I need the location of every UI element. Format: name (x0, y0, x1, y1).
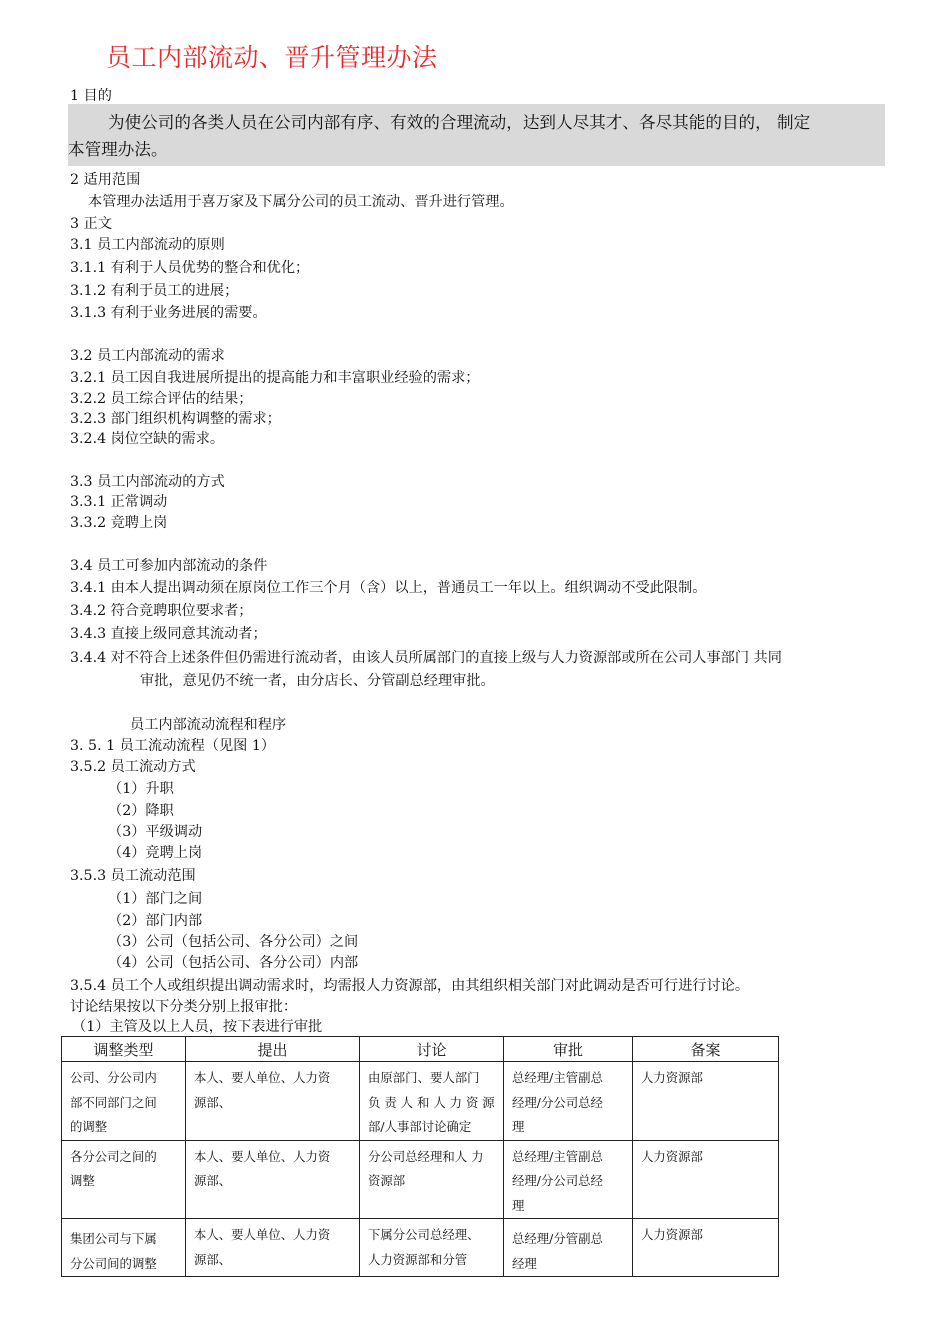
table-cell: 分公司总经理和人 力 资源部 (360, 1140, 504, 1219)
section-3-1-heading: 3.1 员工内部流动的原则 (70, 237, 225, 253)
column-header: 审批 (504, 1037, 633, 1062)
column-header: 讨论 (360, 1037, 504, 1062)
list-item: （1）主管及以上人员，按下表进行审批 (72, 1019, 323, 1035)
table-cell: 本人、要人单位、人力资 源部、 (186, 1140, 360, 1219)
list-item: （3）平级调动 (108, 824, 203, 840)
scope-text: 本管理办法适用于喜万家及下属分公司的员工流动、晋升进行管理。 (88, 194, 514, 210)
purpose-text-line-1: 为使公司的各类人员在公司内部有序、有效的合理流动，达到人尽其才、各尽其能的目的， 制定 (108, 113, 811, 132)
section-3-heading: 3 正文 (70, 216, 112, 232)
list-item: 3.2.4 岗位空缺的需求。 (70, 431, 225, 447)
column-header: 提出 (186, 1037, 360, 1062)
table-cell: 各分公司之间的 调整 (62, 1140, 186, 1219)
list-item: 3.1.1 有利于人员优势的整合和优化； (70, 260, 310, 276)
column-header: 备案 (633, 1037, 779, 1062)
section-2-heading: 2 适用范围 (70, 172, 141, 188)
list-item: 3.1.2 有利于员工的进展； (70, 283, 239, 299)
list-item: 3.2.3 部门组织机构调整的需求； (70, 411, 281, 427)
table-cell: 人力资源部 (633, 1062, 779, 1141)
list-item: 3.2.2 员工综合评估的结果； (70, 391, 253, 407)
list-item: 3.3.2 竞聘上岗 (70, 515, 168, 531)
table-cell: 本人、要人单位、人力资 源部、 (186, 1219, 360, 1277)
section-3-4-heading: 3.4 员工可参加内部流动的条件 (70, 558, 268, 574)
list-item: 3.5.4 员工个人或组织提出调动需求时，均需报人力资源部，由其组织相关部门对此调动是否可行进行讨论。 (70, 978, 750, 994)
list-item: 3.4.2 符合竞聘职位要求者； (70, 603, 253, 619)
list-item: 3.2.1 员工因自我进展所提出的提高能力和丰富职业经验的需求； (70, 370, 480, 386)
purpose-text-line-2: 本管理办法。 (68, 140, 168, 159)
list-item: （2）部门内部 (108, 913, 203, 929)
list-item: 3.4.1 由本人提出调动须在原岗位工作三个月（含）以上，普通员工一年以上。组织调动不受此限制。 (70, 580, 707, 596)
section-3-3-heading: 3.3 员工内部流动的方式 (70, 474, 225, 490)
table-cell: 由原部门、要人部门 负 责 人 和 人 力 资 源 部/人事部讨论确定 (360, 1062, 504, 1141)
list-item: 3.1.3 有利于业务进展的需要。 (70, 305, 267, 321)
table-cell: 人力资源部 (633, 1219, 779, 1277)
table-cell: 人力资源部 (633, 1140, 779, 1219)
list-item: （4）竞聘上岗 (108, 845, 203, 861)
table-cell: 总经理/分管副总 经理 (504, 1219, 633, 1277)
table-row (62, 1140, 779, 1219)
list-item: 讨论结果按以下分类分别上报审批： (70, 999, 298, 1015)
section-1-heading: 1 目的 (70, 88, 112, 104)
table-cell: 总经理/主管副总 经理/分公司总经 理 (504, 1140, 633, 1219)
table-cell: 总经理/主管副总 经理/分公司总经 理 (504, 1062, 633, 1141)
table-cell: 集团公司与下属 分公司间的调整 (62, 1219, 186, 1277)
table-header-row (62, 1037, 779, 1062)
list-item: （2）降职 (108, 803, 174, 819)
section-3-5-heading: 员工内部流动流程和程序 (130, 717, 287, 733)
list-item: （1）部门之间 (108, 891, 203, 907)
list-item: （1）升职 (108, 781, 174, 797)
purpose-highlight-block (68, 104, 885, 166)
table-row (62, 1219, 779, 1277)
list-item: 3.4.4 对不符合上述条件但仍需进行流动者，由该人员所属部门的直接上级与人力资源部或所在公司人事部门 共同 (70, 650, 782, 666)
section-3-2-heading: 3.2 员工内部流动的需求 (70, 348, 225, 364)
list-item: 3.4.3 直接上级同意其流动者； (70, 626, 267, 642)
list-item: （3）公司（包括公司、各分公司）之间 (108, 934, 359, 950)
approval-table (61, 1036, 779, 1277)
column-header: 调整类型 (62, 1037, 186, 1062)
table-cell: 下属分公司总经理、 人力资源部和分管 (360, 1219, 504, 1277)
list-item: 3.3.1 正常调动 (70, 494, 168, 510)
table-cell: 本人、要人单位、人力资 源部、 (186, 1062, 360, 1141)
list-item: （4）公司（包括公司、各分公司）内部 (108, 955, 359, 971)
list-item: 3.5.3 员工流动范围 (70, 868, 196, 884)
table-row (62, 1062, 779, 1141)
document-title: 员工内部流动、晋升管理办法 (106, 43, 438, 72)
list-item-continuation: 审批，意见仍不统一者，由分店长、分管副总经理审批。 (140, 673, 495, 689)
table-cell: 公司、分公司内 部不同部门之间 的调整 (62, 1062, 186, 1141)
list-item: 3. 5. 1 员工流动流程（见图 1） (70, 738, 276, 754)
list-item: 3.5.2 员工流动方式 (70, 759, 196, 775)
